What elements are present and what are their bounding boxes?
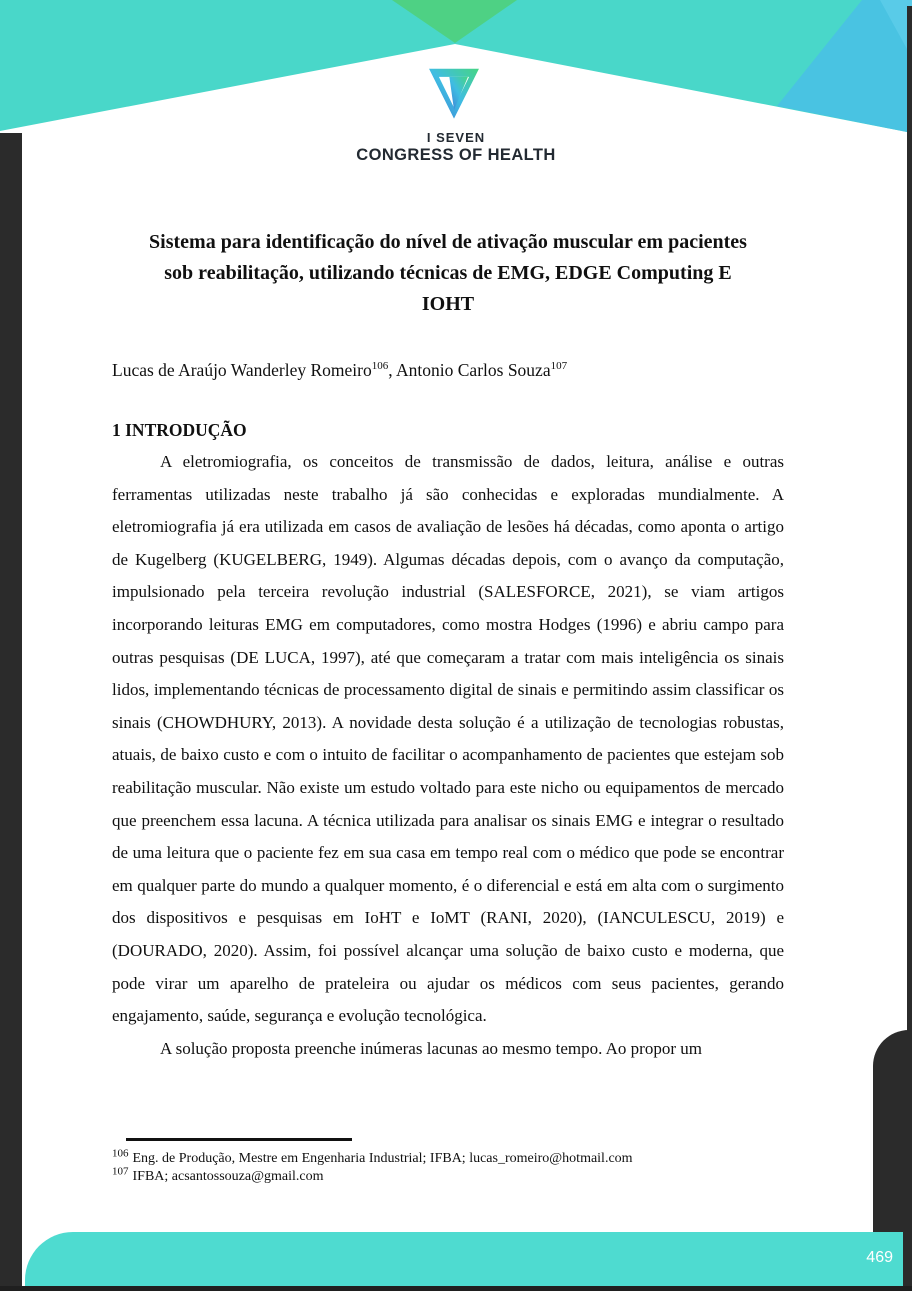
right-edge-strip xyxy=(907,6,912,1291)
footnote-1-ref: 106 xyxy=(112,1146,129,1159)
footnote-item-2 xyxy=(112,1165,784,1187)
footnotes xyxy=(112,1138,784,1187)
bottom-edge-bar xyxy=(0,1286,912,1291)
author-1-name: Lucas de Araújo Wanderley Romeiro xyxy=(112,360,372,380)
brand-subtitle: CONGRESS OF HEALTH xyxy=(356,146,556,164)
page-number-bar xyxy=(25,1232,903,1286)
title-line-1: Sistema para identificação do nível de ativação muscular em pacientes xyxy=(149,231,747,253)
title-line-3: IOHT xyxy=(421,293,475,315)
page-number: 469 xyxy=(866,1249,893,1266)
introduction-body xyxy=(112,446,784,1065)
section-heading: 1 INTRODUÇÃO xyxy=(112,420,247,440)
footnote-item-1 xyxy=(112,1146,784,1169)
left-edge-bar xyxy=(0,133,22,1291)
authors-byline xyxy=(112,360,567,381)
author-1-footnote-ref: 106 xyxy=(371,360,389,373)
paragraph-introduction-2: A solução proposta preenche inúmeras lacunas ao mesmo tempo. Ao propor um xyxy=(160,1038,702,1058)
paper-title xyxy=(52,227,844,320)
author-separator: , xyxy=(388,360,397,380)
author-2-footnote-ref: 107 xyxy=(550,360,568,373)
brand-name: I SEVEN xyxy=(426,130,486,145)
footnote-separator xyxy=(126,1138,352,1141)
author-2-name: Antonio Carlos Souza xyxy=(396,360,551,380)
title-line-2: sob reabilitação, utilizando técnicas de EMG, EDGE Computing E xyxy=(164,262,732,284)
footnote-1-text: Eng. de Produção, Mestre em Engenharia Industrial; IFBA; lucas_romeiro@hotmail.com xyxy=(132,1150,633,1166)
paragraph-introduction-1: A eletromiografia, os conceitos de transmissão de dados, leitura, análise e outras ferramentas utilizadas neste trabalho já são conhecidas e exploradas mundialmente. A eletromiografia já era utilizada em casos de avaliação de lesões há décadas, como aponta o artigo de Kugelberg (KUGELBERG, 1949). Algumas décadas depois, com o avanço da computação, impulsionado pela terceira revolução industrial (SALESFORCE, 2021), se viam artigos incorporando leituras EMG em computadores, como mostra Hodges (1996) e abriu campo para outras pesquisas (DE LUCA, 1997), até que começaram a tratar com mais inteligência os sinais lidos, implementando técnicas de processamento digital de sinais e permitindo assim classificar os sinais (CHOWDHURY, 2013). A novidade desta solução é a utilização de tecnologias robustas, atuais, de baixo custo e com o intuito de facilitar o acompanhamento de pacientes que estejam sob reabilitação muscular. Não existe um estudo voltado para este nicho ou equipamentos de mercado que preenchem essa lacuna. A técnica utilizada para analisar os sinais EMG e integrar o resultado de uma leitura que o paciente fez em sua casa em tempo real com o médico que pode se encontrar em qualquer parte do mundo a qualquer momento, é o diferencial e está em alta com o surgimento dos dispositivos e pesquisas em IoHT e IoMT (RANI, 2020), (IANCULESCU, 2019) e (DOURADO, 2020). Assim, foi possível alcançar uma solução de baixo custo e moderna, que pode virar um aparelho de prateleira ou ajudar os médicos com seus pacientes, gerando engajamento, saúde, segurança e evolução tecnológica. xyxy=(112,452,784,1026)
footnote-2-text: IFBA; acsantossouza@gmail.com xyxy=(132,1169,324,1184)
paper-content xyxy=(112,0,784,1291)
footnote-2-ref: 107 xyxy=(112,1165,129,1178)
